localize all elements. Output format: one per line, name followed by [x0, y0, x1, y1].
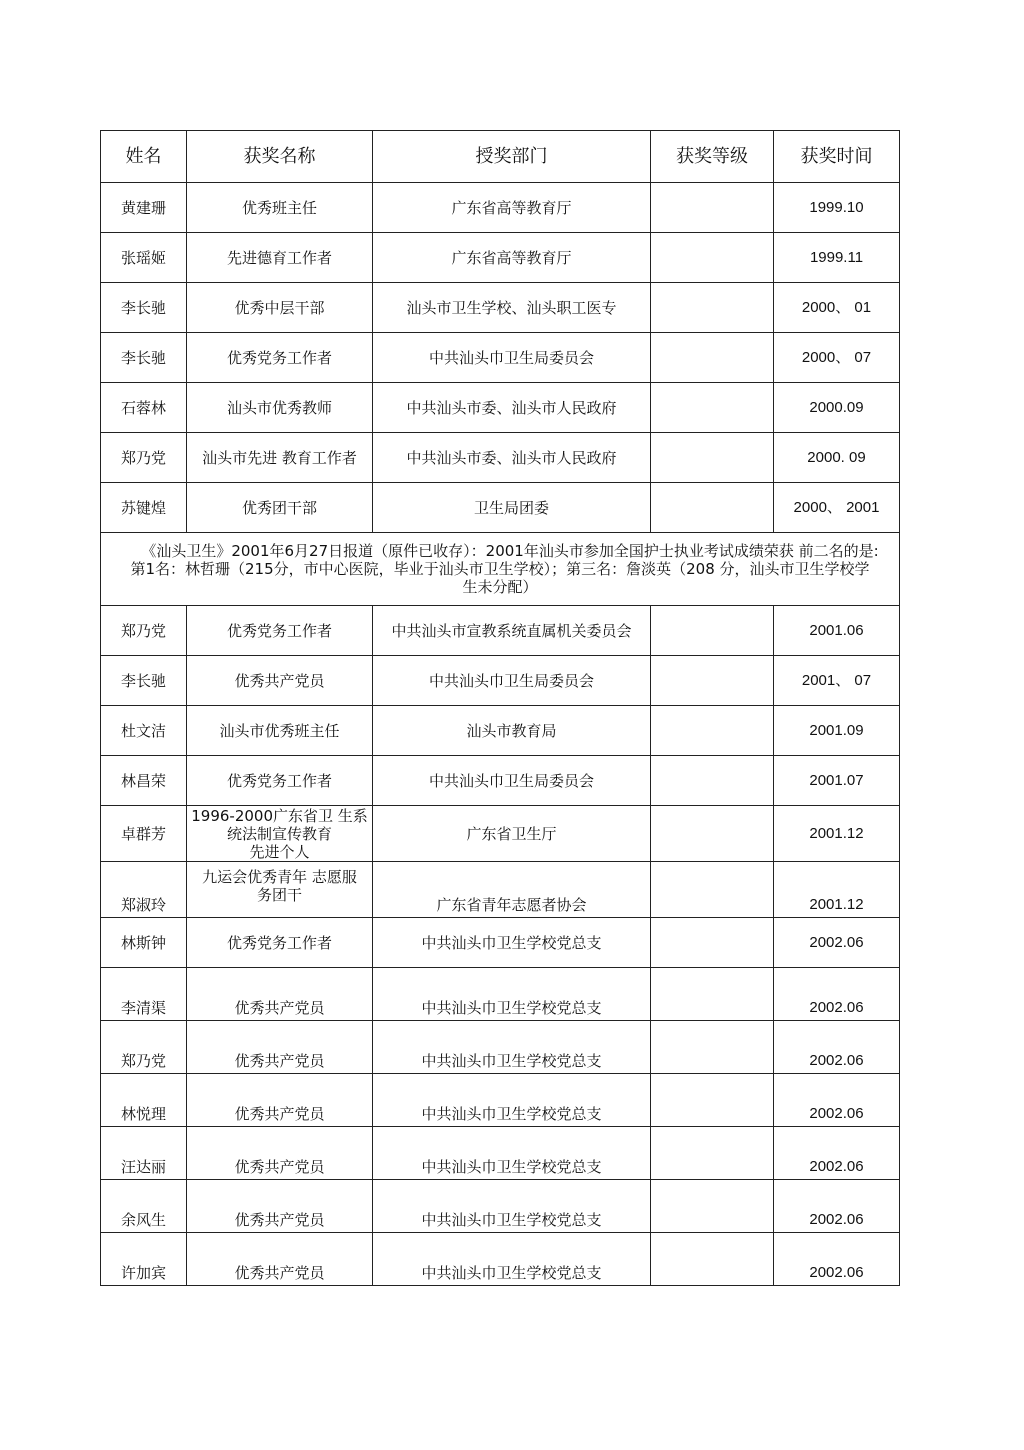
- cell-name: 余风生: [101, 1180, 187, 1233]
- table-row: [101, 1127, 900, 1180]
- cell-name: 郑乃党: [101, 1021, 187, 1074]
- cell-level: [651, 1127, 774, 1180]
- cell-award: 优秀班主任: [187, 183, 373, 233]
- cell-award: 优秀共产党员: [187, 656, 373, 706]
- cell-award: [187, 862, 373, 918]
- cell-level: [651, 483, 774, 533]
- header-award: 获奖名称: [187, 131, 373, 183]
- award-line: 九运会优秀青年 志愿服: [202, 868, 357, 886]
- cell-time: 2000、 01: [774, 283, 900, 333]
- cell-name: 张瑶姬: [101, 233, 187, 283]
- cell-name: 林斯钟: [101, 918, 187, 968]
- cell-name: 黄建珊: [101, 183, 187, 233]
- cell-award: 优秀共产党员: [187, 968, 373, 1021]
- cell-award: 优秀中层干部: [187, 283, 373, 333]
- cell-dept: 中共汕头巾卫生学校党总支: [373, 918, 651, 968]
- cell-dept: 卫生局团委: [373, 483, 651, 533]
- cell-level: [651, 333, 774, 383]
- cell-dept: 中共汕头市宣教系统直属机关委员会: [373, 606, 651, 656]
- header-time: 获奖时间: [774, 131, 900, 183]
- table-row: [101, 806, 900, 862]
- cell-time: 1999.11: [774, 233, 900, 283]
- cell-name: 林昌荣: [101, 756, 187, 806]
- cell-level: [651, 283, 774, 333]
- award-line: 统法制宣传教育: [226, 824, 332, 843]
- cell-award: 汕头市优秀教师: [187, 383, 373, 433]
- table-row: [101, 706, 900, 756]
- cell-level: [651, 1074, 774, 1127]
- cell-level: [651, 968, 774, 1021]
- cell-level: [651, 862, 774, 918]
- award-line: 务团干: [256, 886, 302, 904]
- cell-dept: 中共汕头巾卫生学校党总支: [373, 1074, 651, 1127]
- cell-dept: 汕头市教育局: [373, 706, 651, 756]
- note-row: [101, 533, 900, 606]
- cell-name: 杜文洁: [101, 706, 187, 756]
- table-row: [101, 433, 900, 483]
- table-header-row: [101, 131, 900, 183]
- cell-name: 石蓉林: [101, 383, 187, 433]
- cell-award: 优秀党务工作者: [187, 333, 373, 383]
- cell-level: [651, 706, 774, 756]
- table-row: [101, 862, 900, 918]
- table-row: [101, 383, 900, 433]
- cell-dept: 中共汕头巾卫生局委员会: [373, 656, 651, 706]
- header-dept: 授奖部门: [373, 131, 651, 183]
- cell-time: 2001.09: [774, 706, 900, 756]
- cell-time: 2002.06: [774, 1127, 900, 1180]
- cell-level: [651, 183, 774, 233]
- cell-name: 李长驰: [101, 283, 187, 333]
- table-row: [101, 1074, 900, 1127]
- table-row: [101, 333, 900, 383]
- cell-level: [651, 1233, 774, 1286]
- cell-dept: 广东省高等教育厅: [373, 183, 651, 233]
- cell-level: [651, 806, 774, 862]
- cell-dept: 中共汕头巾卫生学校党总支: [373, 1021, 651, 1074]
- cell-award: 先进德育工作者: [187, 233, 373, 283]
- cell-level: [651, 756, 774, 806]
- cell-dept: 中共汕头巾卫生学校党总支: [373, 1127, 651, 1180]
- cell-name: 苏键煌: [101, 483, 187, 533]
- cell-award: 汕头市优秀班主任: [187, 706, 373, 756]
- cell-level: [651, 1021, 774, 1074]
- awards-sheet: [100, 130, 899, 1286]
- cell-level: [651, 233, 774, 283]
- cell-time: 2000、 07: [774, 333, 900, 383]
- table-row: [101, 183, 900, 233]
- cell-award: 优秀共产党员: [187, 1074, 373, 1127]
- table-row: [101, 1180, 900, 1233]
- table-row: [101, 606, 900, 656]
- table-row: [101, 1233, 900, 1286]
- cell-name: 郑乃党: [101, 606, 187, 656]
- cell-award: 优秀团干部: [187, 483, 373, 533]
- cell-name: 林悦理: [101, 1074, 187, 1127]
- cell-award: 优秀共产党员: [187, 1127, 373, 1180]
- cell-dept: 广东省青年志愿者协会: [373, 862, 651, 918]
- cell-award: 优秀共产党员: [187, 1180, 373, 1233]
- cell-dept: 中共汕头市委、汕头市人民政府: [373, 383, 651, 433]
- table-row: [101, 968, 900, 1021]
- cell-dept: 中共汕头巾卫生学校党总支: [373, 1180, 651, 1233]
- cell-level: [651, 656, 774, 706]
- cell-time: 2001.12: [774, 862, 900, 918]
- table-row: [101, 483, 900, 533]
- note-line-2: 第1名：林哲珊（215分，市中心医院，毕业于汕头市卫生学校）；第三名：詹淡英（208 分，汕头市卫生学校学: [130, 560, 870, 578]
- cell-dept: 中共汕头巾卫生局委员会: [373, 756, 651, 806]
- note-line-3: 生未分配）: [462, 578, 538, 596]
- cell-level: [651, 433, 774, 483]
- cell-time: 2002.06: [774, 968, 900, 1021]
- cell-award: 优秀党务工作者: [187, 756, 373, 806]
- cell-award: 优秀党务工作者: [187, 606, 373, 656]
- award-line: 先进个人: [249, 842, 310, 861]
- cell-time: 2001、 07: [774, 656, 900, 706]
- cell-time: 2002.06: [774, 1180, 900, 1233]
- award-line: 1996-2000广东省卫 生系: [191, 806, 368, 825]
- cell-dept: 中共汕头市委、汕头市人民政府: [373, 433, 651, 483]
- table-row: [101, 1021, 900, 1074]
- header-name: 姓名: [101, 131, 187, 183]
- cell-time: 1999.10: [774, 183, 900, 233]
- cell-time: 2002.06: [774, 1074, 900, 1127]
- cell-name: 郑淑玲: [101, 862, 187, 918]
- note-line-1: 《汕头卫生》2001年6月27日报道（原件已收存）：2001年汕头市参加全国护士执业考试成绩荣获 前二名的是:: [141, 542, 879, 560]
- cell-name: 卓群芳: [101, 806, 187, 862]
- cell-name: 李长驰: [101, 333, 187, 383]
- cell-name: 郑乃党: [101, 433, 187, 483]
- cell-name: 李清渠: [101, 968, 187, 1021]
- cell-level: [651, 1180, 774, 1233]
- news-note: [101, 533, 900, 606]
- cell-award: [187, 806, 373, 862]
- cell-dept: 中共汕头巾卫生局委员会: [373, 333, 651, 383]
- cell-dept: 广东省高等教育厅: [373, 233, 651, 283]
- cell-time: 2001.06: [774, 606, 900, 656]
- table-row: [101, 233, 900, 283]
- table-row: [101, 918, 900, 968]
- cell-name: 汪达丽: [101, 1127, 187, 1180]
- cell-dept: 广东省卫生厅: [373, 806, 651, 862]
- cell-name: 李长驰: [101, 656, 187, 706]
- cell-time: 2000、 2001: [774, 483, 900, 533]
- awards-table: [100, 130, 900, 1286]
- cell-time: 2000. 09: [774, 433, 900, 483]
- cell-time: 2001.07: [774, 756, 900, 806]
- cell-dept: 中共汕头巾卫生学校党总支: [373, 968, 651, 1021]
- table-row: [101, 656, 900, 706]
- cell-time: 2000.09: [774, 383, 900, 433]
- cell-time: 2001.12: [774, 806, 900, 862]
- cell-time: 2002.06: [774, 1021, 900, 1074]
- cell-award: 优秀共产党员: [187, 1021, 373, 1074]
- cell-dept: 中共汕头巾卫生学校党总支: [373, 1233, 651, 1286]
- cell-dept: 汕头市卫生学校、汕头职工医专: [373, 283, 651, 333]
- header-level: 获奖等级: [651, 131, 774, 183]
- cell-name: 许加宾: [101, 1233, 187, 1286]
- cell-level: [651, 383, 774, 433]
- cell-time: 2002.06: [774, 1233, 900, 1286]
- cell-award: 汕头市先进 教育工作者: [187, 433, 373, 483]
- table-row: [101, 756, 900, 806]
- cell-award: 优秀共产党员: [187, 1233, 373, 1286]
- cell-award: 优秀党务工作者: [187, 918, 373, 968]
- cell-level: [651, 918, 774, 968]
- cell-time: 2002.06: [774, 918, 900, 968]
- table-row: [101, 283, 900, 333]
- cell-level: [651, 606, 774, 656]
